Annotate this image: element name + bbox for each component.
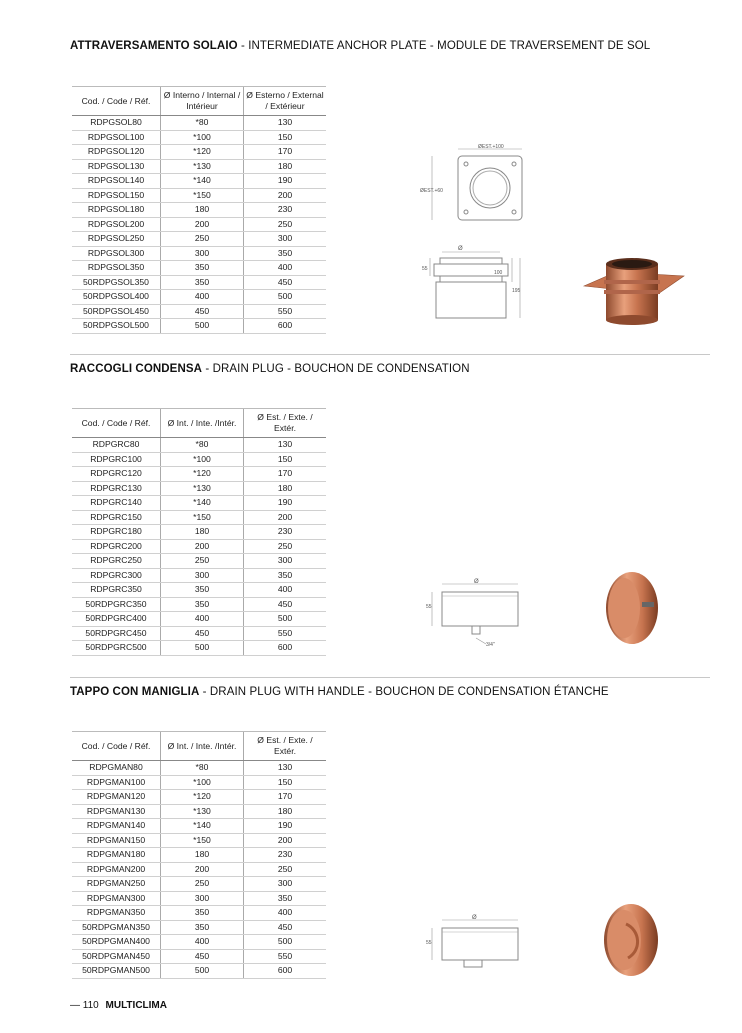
table-cell: 250 bbox=[161, 554, 244, 569]
table-cell: 300 bbox=[244, 554, 327, 569]
table-cell: 500 bbox=[244, 935, 327, 950]
spec-table-drain-plug-handle bbox=[72, 731, 326, 979]
table-cell: RDPGMAN300 bbox=[72, 891, 161, 906]
table-row bbox=[72, 949, 326, 964]
table-cell: 300 bbox=[244, 232, 327, 247]
table-cell: 170 bbox=[244, 467, 327, 482]
table-header-row bbox=[72, 732, 326, 761]
table-cell: 300 bbox=[244, 877, 327, 892]
column-header: Ø Interno / Internal / Intérieur bbox=[161, 87, 244, 116]
table-cell: 150 bbox=[244, 452, 327, 467]
table-row bbox=[72, 130, 326, 145]
table-cell: RDPGSOL150 bbox=[72, 188, 161, 203]
table-header-row bbox=[72, 87, 326, 116]
table-cell: 200 bbox=[161, 862, 244, 877]
table-cell: RDPGRC200 bbox=[72, 539, 161, 554]
table-cell: 250 bbox=[244, 539, 327, 554]
drain-plug-technical-drawing bbox=[426, 576, 522, 650]
table-row bbox=[72, 583, 326, 598]
section-divider bbox=[70, 354, 710, 355]
section-title-drain-plug-handle: TAPPO CON MANIGLIA - DRAIN PLUG WITH HANDLE - BOUCHON DE CONDENSATION ÉTANCHE bbox=[70, 686, 609, 698]
table-cell: RDPGSOL80 bbox=[72, 116, 161, 131]
table-row bbox=[72, 145, 326, 160]
table-cell: 350 bbox=[161, 597, 244, 612]
table-cell: *140 bbox=[161, 496, 244, 511]
bolt-hole bbox=[464, 162, 468, 166]
table-cell: RDPGRC300 bbox=[72, 568, 161, 583]
table-cell: RDPGMAN80 bbox=[72, 761, 161, 776]
table-cell: 150 bbox=[244, 130, 327, 145]
table-cell: 350 bbox=[161, 261, 244, 276]
column-header: Ø Est. / Exte. / Extér. bbox=[244, 732, 327, 761]
table-cell: 180 bbox=[161, 525, 244, 540]
table-row bbox=[72, 188, 326, 203]
table-row bbox=[72, 174, 326, 189]
table-cell: *100 bbox=[161, 130, 244, 145]
table-row bbox=[72, 290, 326, 305]
table-row bbox=[72, 275, 326, 290]
drain-plug-handle-technical-drawing bbox=[426, 912, 522, 972]
table-cell: 500 bbox=[161, 641, 244, 656]
table-cell: RDPGMAN200 bbox=[72, 862, 161, 877]
table-cell: 50RDPGSOL450 bbox=[72, 304, 161, 319]
table-cell: RDPGSOL300 bbox=[72, 246, 161, 261]
table-row bbox=[72, 848, 326, 863]
plate-bore bbox=[470, 168, 510, 208]
table-cell: 500 bbox=[161, 964, 244, 979]
table-cell: 550 bbox=[244, 626, 327, 641]
table-row bbox=[72, 481, 326, 496]
table-row bbox=[72, 862, 326, 877]
dim-height: 55 bbox=[426, 940, 432, 946]
table-cell: RDPGMAN100 bbox=[72, 775, 161, 790]
table-cell: 130 bbox=[244, 438, 327, 453]
table-cell: RDPGSOL100 bbox=[72, 130, 161, 145]
table-cell: 350 bbox=[161, 275, 244, 290]
table-cell: 180 bbox=[244, 481, 327, 496]
column-header: Cod. / Code / Réf. bbox=[72, 732, 161, 761]
drain-plug-handle-photo bbox=[602, 902, 660, 978]
table-cell: 300 bbox=[161, 246, 244, 261]
table-row bbox=[72, 790, 326, 805]
table-row bbox=[72, 920, 326, 935]
table-cell: 550 bbox=[244, 949, 327, 964]
dim-thread: 3/4" bbox=[486, 642, 495, 648]
table-cell: RDPGRC140 bbox=[72, 496, 161, 511]
table-cell: RDPGSOL180 bbox=[72, 203, 161, 218]
table-cell: 200 bbox=[244, 188, 327, 203]
dim-height: 55 bbox=[426, 604, 432, 610]
table-cell: RDPGMAN350 bbox=[72, 906, 161, 921]
table-cell: *120 bbox=[161, 467, 244, 482]
table-cell: 450 bbox=[161, 304, 244, 319]
table-cell: 50RDPGSOL400 bbox=[72, 290, 161, 305]
table-cell: 450 bbox=[161, 626, 244, 641]
spec-table-anchor-plate bbox=[72, 86, 326, 334]
table-cell: RDPGRC120 bbox=[72, 467, 161, 482]
table-row bbox=[72, 116, 326, 131]
table-row bbox=[72, 891, 326, 906]
table-row bbox=[72, 568, 326, 583]
table-cell: 130 bbox=[244, 761, 327, 776]
table-row bbox=[72, 775, 326, 790]
table-row bbox=[72, 438, 326, 453]
column-header: Cod. / Code / Réf. bbox=[72, 409, 161, 438]
table-cell: 400 bbox=[161, 290, 244, 305]
table-cell: 350 bbox=[161, 920, 244, 935]
table-cell: 130 bbox=[244, 116, 327, 131]
table-cell: 50RDPGMAN350 bbox=[72, 920, 161, 935]
table-row bbox=[72, 935, 326, 950]
table-cell: 200 bbox=[244, 510, 327, 525]
table-cell: 500 bbox=[244, 612, 327, 627]
table-cell: 180 bbox=[244, 804, 327, 819]
table-row bbox=[72, 626, 326, 641]
table-cell: RDPGMAN130 bbox=[72, 804, 161, 819]
dim-h2: 100 bbox=[494, 270, 503, 276]
table-row bbox=[72, 304, 326, 319]
table-cell: 500 bbox=[244, 290, 327, 305]
table-row bbox=[72, 539, 326, 554]
table-cell: *120 bbox=[161, 145, 244, 160]
dim-diameter: Ø bbox=[472, 915, 477, 921]
table-cell: *80 bbox=[161, 438, 244, 453]
dim-side: ØEST.+60 bbox=[420, 188, 443, 194]
drain-plug-photo bbox=[604, 570, 660, 646]
bolt-hole bbox=[512, 162, 516, 166]
table-cell: 200 bbox=[244, 833, 327, 848]
table-cell: 450 bbox=[244, 275, 327, 290]
table-cell: RDPGSOL200 bbox=[72, 217, 161, 232]
table-row bbox=[72, 261, 326, 276]
table-row bbox=[72, 641, 326, 656]
table-cell: RDPGSOL350 bbox=[72, 261, 161, 276]
table-cell: RDPGMAN180 bbox=[72, 848, 161, 863]
table-cell: 400 bbox=[244, 261, 327, 276]
table-cell: 50RDPGRC450 bbox=[72, 626, 161, 641]
table-cell: RDPGRC180 bbox=[72, 525, 161, 540]
table-cell: 50RDPGMAN450 bbox=[72, 949, 161, 964]
table-cell: *140 bbox=[161, 819, 244, 834]
table-row bbox=[72, 496, 326, 511]
table-cell: *80 bbox=[161, 761, 244, 776]
table-cell: 400 bbox=[161, 612, 244, 627]
table-cell: 450 bbox=[244, 597, 327, 612]
table-cell: 300 bbox=[161, 568, 244, 583]
table-cell: 50RDPGSOL350 bbox=[72, 275, 161, 290]
table-cell: 250 bbox=[161, 232, 244, 247]
table-cell: 50RDPGRC500 bbox=[72, 641, 161, 656]
table-cell: RDPGRC350 bbox=[72, 583, 161, 598]
column-header: Cod. / Code / Réf. bbox=[72, 87, 161, 116]
table-cell: 50RDPGRC350 bbox=[72, 597, 161, 612]
table-row bbox=[72, 217, 326, 232]
table-row bbox=[72, 877, 326, 892]
table-cell: *130 bbox=[161, 159, 244, 174]
table-row bbox=[72, 510, 326, 525]
table-row bbox=[72, 761, 326, 776]
table-cell: 180 bbox=[161, 203, 244, 218]
table-cell: *130 bbox=[161, 804, 244, 819]
table-row bbox=[72, 804, 326, 819]
table-cell: 50RDPGRC400 bbox=[72, 612, 161, 627]
table-cell: 350 bbox=[161, 583, 244, 598]
table-cell: *150 bbox=[161, 510, 244, 525]
dim-diameter: Ø bbox=[458, 246, 463, 252]
table-cell: 500 bbox=[161, 319, 244, 334]
anchor-plate-technical-drawing bbox=[418, 140, 528, 330]
table-cell: RDPGRC80 bbox=[72, 438, 161, 453]
table-cell: *140 bbox=[161, 174, 244, 189]
column-header: Ø Est. / Exte. / Extér. bbox=[244, 409, 327, 438]
table-row bbox=[72, 833, 326, 848]
table-cell: 50RDPGSOL500 bbox=[72, 319, 161, 334]
table-cell: *100 bbox=[161, 452, 244, 467]
table-row bbox=[72, 612, 326, 627]
table-cell: RDPGSOL140 bbox=[72, 174, 161, 189]
table-cell: 450 bbox=[161, 949, 244, 964]
page-number: — 110 bbox=[70, 1000, 99, 1011]
table-cell: RDPGMAN250 bbox=[72, 877, 161, 892]
table-cell: RDPGSOL250 bbox=[72, 232, 161, 247]
table-cell: RDPGMAN120 bbox=[72, 790, 161, 805]
table-row bbox=[72, 597, 326, 612]
table-cell: *120 bbox=[161, 790, 244, 805]
table-row bbox=[72, 203, 326, 218]
table-cell: RDPGRC100 bbox=[72, 452, 161, 467]
table-cell: 190 bbox=[244, 819, 327, 834]
table-row bbox=[72, 232, 326, 247]
table-row bbox=[72, 319, 326, 334]
table-row bbox=[72, 819, 326, 834]
column-header: Ø Int. / Inte. /Intér. bbox=[161, 409, 244, 438]
section-divider bbox=[70, 677, 710, 678]
page-footer bbox=[70, 1000, 167, 1011]
table-cell: 170 bbox=[244, 790, 327, 805]
table-cell: 350 bbox=[244, 246, 327, 261]
table-cell: 250 bbox=[161, 877, 244, 892]
table-cell: *130 bbox=[161, 481, 244, 496]
table-cell: 350 bbox=[161, 906, 244, 921]
table-cell: 230 bbox=[244, 848, 327, 863]
table-cell: 230 bbox=[244, 525, 327, 540]
table-cell: 200 bbox=[161, 539, 244, 554]
dim-h3: 195 bbox=[512, 288, 521, 294]
table-cell: 200 bbox=[161, 217, 244, 232]
table-cell: 450 bbox=[244, 920, 327, 935]
table-row bbox=[72, 246, 326, 261]
table-cell: 600 bbox=[244, 964, 327, 979]
table-row bbox=[72, 452, 326, 467]
table-cell: 400 bbox=[161, 935, 244, 950]
table-cell: 50RDPGMAN400 bbox=[72, 935, 161, 950]
table-cell: 550 bbox=[244, 304, 327, 319]
table-cell: 350 bbox=[244, 568, 327, 583]
table-row bbox=[72, 906, 326, 921]
section-title-anchor-plate: ATTRAVERSAMENTO SOLAIO - INTERMEDIATE ANCHOR PLATE - MODULE DE TRAVERSEMENT DE SOL bbox=[70, 40, 651, 52]
table-cell: 170 bbox=[244, 145, 327, 160]
table-cell: 190 bbox=[244, 496, 327, 511]
column-header: Ø Int. / Inte. /Intér. bbox=[161, 732, 244, 761]
table-cell: 230 bbox=[244, 203, 327, 218]
bolt-hole bbox=[464, 210, 468, 214]
bolt-hole bbox=[512, 210, 516, 214]
table-cell: RDPGRC130 bbox=[72, 481, 161, 496]
table-cell: 50RDPGMAN500 bbox=[72, 964, 161, 979]
table-cell: 600 bbox=[244, 319, 327, 334]
spec-table-drain-plug bbox=[72, 408, 326, 656]
table-cell: RDPGMAN140 bbox=[72, 819, 161, 834]
table-cell: RDPGRC250 bbox=[72, 554, 161, 569]
anchor-plate-photo bbox=[580, 246, 690, 330]
table-row bbox=[72, 964, 326, 979]
dim-diameter: Ø bbox=[474, 579, 479, 585]
table-cell: 350 bbox=[244, 891, 327, 906]
table-cell: 600 bbox=[244, 641, 327, 656]
table-cell: 150 bbox=[244, 775, 327, 790]
table-cell: 250 bbox=[244, 217, 327, 232]
table-row bbox=[72, 467, 326, 482]
table-cell: 400 bbox=[244, 583, 327, 598]
table-cell: RDPGRC150 bbox=[72, 510, 161, 525]
brand-name: MULTICLIMA bbox=[105, 1000, 167, 1011]
table-header-row bbox=[72, 409, 326, 438]
table-cell: 190 bbox=[244, 174, 327, 189]
table-cell: 400 bbox=[244, 906, 327, 921]
table-cell: *150 bbox=[161, 188, 244, 203]
table-cell: 180 bbox=[244, 159, 327, 174]
table-row bbox=[72, 525, 326, 540]
table-cell: RDPGMAN150 bbox=[72, 833, 161, 848]
table-cell: 300 bbox=[161, 891, 244, 906]
dim-h1: 55 bbox=[422, 266, 428, 272]
column-header: Ø Esterno / External / Extérieur bbox=[244, 87, 327, 116]
section-title-drain-plug: RACCOGLI CONDENSA - DRAIN PLUG - BOUCHON DE CONDENSATION bbox=[70, 363, 470, 375]
table-cell: RDPGSOL120 bbox=[72, 145, 161, 160]
table-cell: RDPGSOL130 bbox=[72, 159, 161, 174]
dim-top-width: ØEST.+100 bbox=[478, 144, 504, 150]
table-cell: *150 bbox=[161, 833, 244, 848]
table-row bbox=[72, 159, 326, 174]
table-cell: 180 bbox=[161, 848, 244, 863]
table-cell: *100 bbox=[161, 775, 244, 790]
table-cell: 250 bbox=[244, 862, 327, 877]
table-cell: *80 bbox=[161, 116, 244, 131]
table-row bbox=[72, 554, 326, 569]
